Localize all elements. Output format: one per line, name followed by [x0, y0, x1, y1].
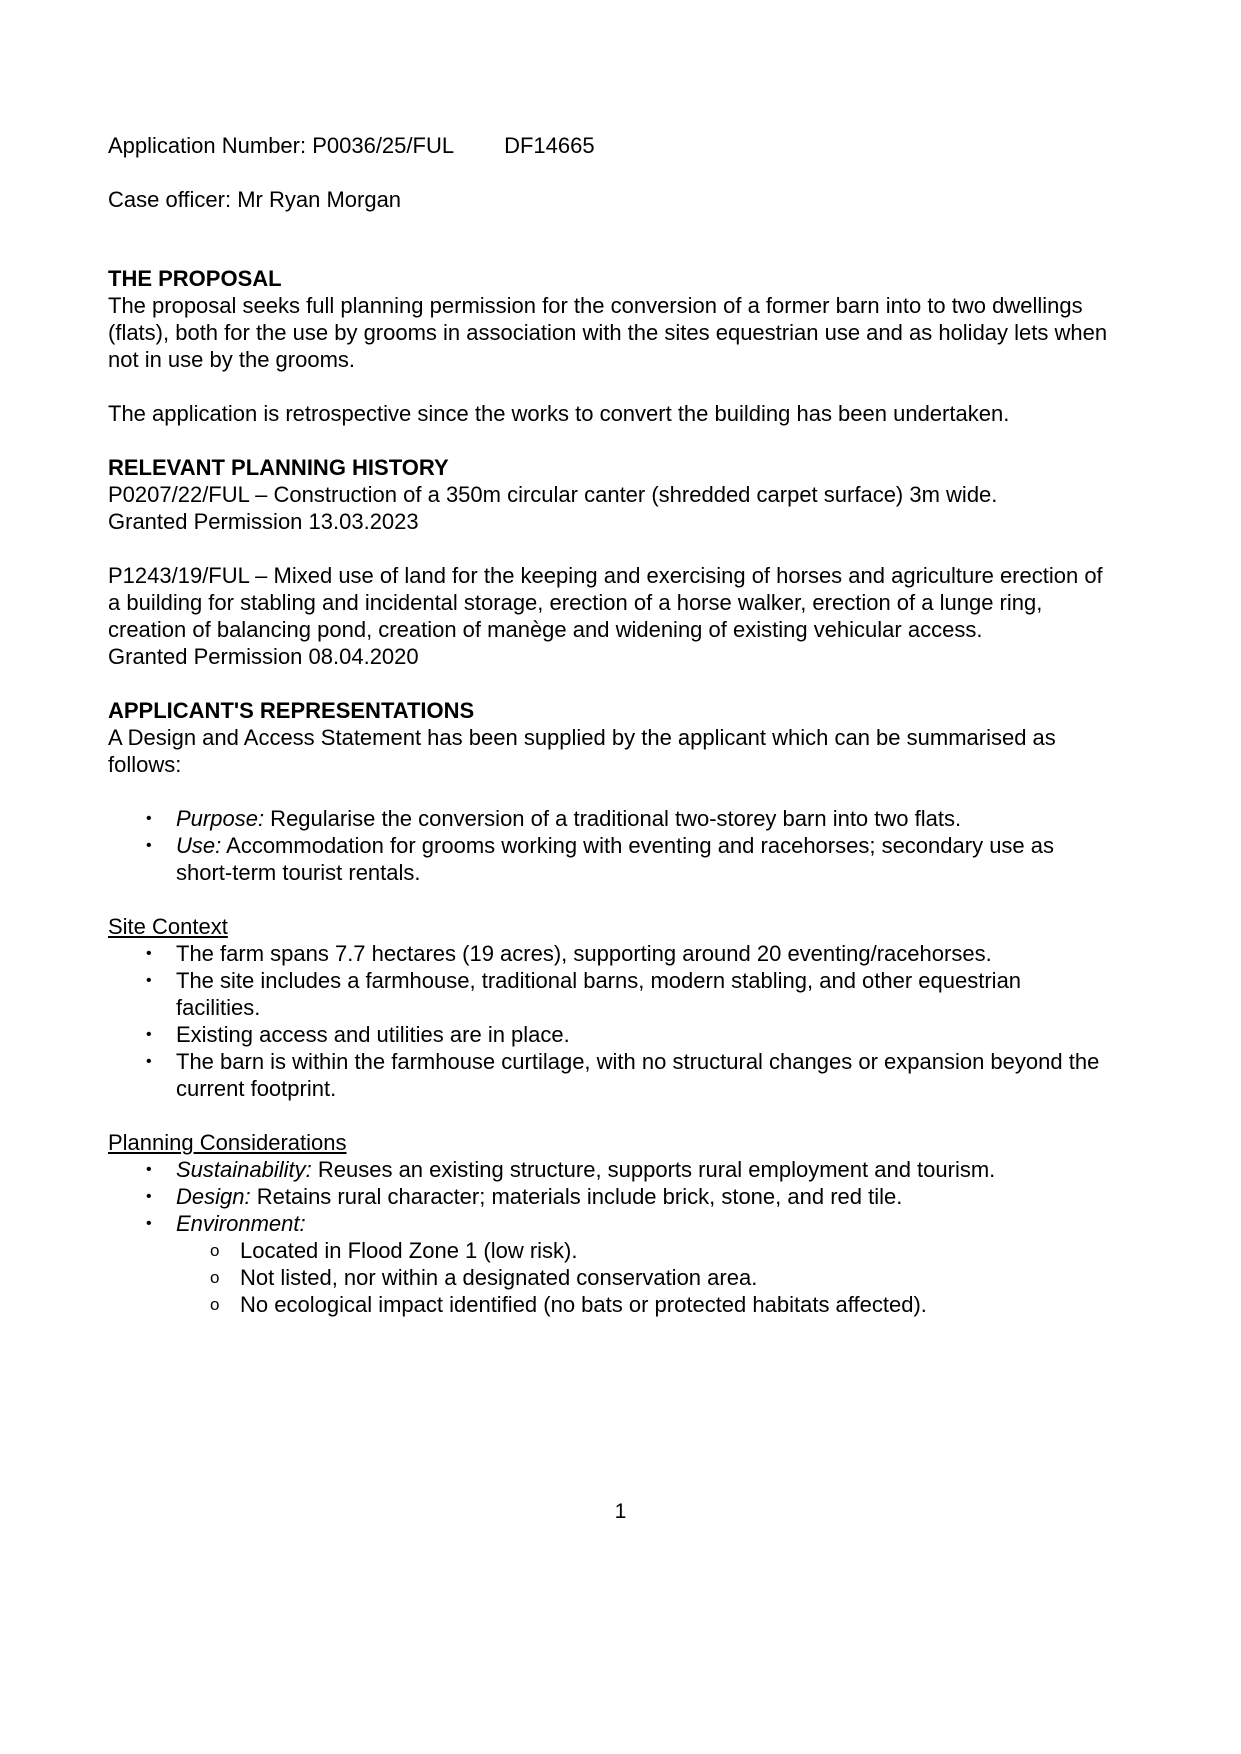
section-heading-representations: APPLICANT'S REPRESENTATIONS [108, 698, 475, 723]
representations-intro: A Design and Access Statement has been supplied by the applicant which can be summarised as follows: [108, 725, 1056, 777]
bullet-lead: Design: [176, 1184, 251, 1209]
bullet-lead: Purpose: [176, 806, 265, 831]
list-item [108, 1048, 1111, 1102]
bullet-text: The site includes a farmhouse, traditional barns, modern stabling, and other equestrian facilities. [176, 968, 1022, 1020]
summary-bullet-list [108, 805, 1111, 886]
history-entry-1-decision: Granted Permission 13.03.2023 [108, 509, 419, 534]
bullet-lead: Use: [176, 833, 222, 858]
bullet-marker: • [146, 1215, 152, 1232]
bullet-marker: • [146, 837, 152, 854]
bullet-text: Regularise the conversion of a traditional two-storey barn into two flats. [264, 806, 962, 831]
bullet-text: Accommodation for grooms working with eventing and racehorses; secondary use as short-term tourist rentals. [176, 833, 1055, 885]
case-officer-line: Case officer: Mr Ryan Morgan [108, 187, 402, 212]
section-heading-planning-history: RELEVANT PLANNING HISTORY [108, 455, 449, 480]
list-item-environment [108, 1210, 1111, 1237]
bullet-text: Reuses an existing structure, supports rural employment and tourism. [311, 1157, 996, 1182]
sub-list-item [108, 1291, 1111, 1318]
sub-bullet-text: Not listed, nor within a designated conservation area. [240, 1265, 758, 1290]
page-number: 1 [614, 1500, 627, 1523]
application-number-line [108, 132, 1111, 159]
history-entry-1-description: P0207/22/FUL – Construction of a 350m circular canter (shredded carpet surface) 3m wide. [108, 482, 998, 507]
bullet-marker: • [146, 945, 152, 962]
history-entry-2-description: P1243/19/FUL – Mixed use of land for the keeping and exercising of horses and agriculture erection of a building for stabling and incidental storage, erection of a horse walker, erection of a lunge ring, creation of balancing pond, creation of manège and widening of existing vehicular access. [108, 563, 1103, 642]
list-item-purpose [108, 805, 1111, 832]
list-item-sustainability [108, 1156, 1111, 1183]
list-item [108, 940, 1111, 967]
bullet-marker: • [146, 1026, 152, 1043]
bullet-text: Retains rural character; materials include brick, stone, and red tile. [250, 1184, 903, 1209]
sub-bullet-text: No ecological impact identified (no bats or protected habitats affected). [240, 1292, 927, 1317]
bullet-text: The farm spans 7.7 hectares (19 acres), supporting around 20 eventing/racehorses. [176, 941, 992, 966]
file-reference: DF14665 [504, 133, 595, 158]
history-entry-2-decision: Granted Permission 08.04.2020 [108, 644, 419, 669]
bullet-marker: • [146, 1161, 152, 1178]
bullet-marker: • [146, 972, 152, 989]
list-item [108, 967, 1111, 1021]
subsection-heading-planning-considerations: Planning Considerations [108, 1130, 347, 1155]
bullet-text: Existing access and utilities are in place. [176, 1022, 570, 1047]
bullet-text: The barn is within the farmhouse curtilage, with no structural changes or expansion beyond the current footprint. [176, 1049, 1100, 1101]
section-heading-proposal: THE PROPOSAL [108, 266, 282, 291]
sub-bullet-marker: o [210, 1268, 220, 1287]
list-item-design [108, 1183, 1111, 1210]
sub-bullet-marker: o [210, 1241, 220, 1260]
bullet-lead: Environment: [176, 1211, 306, 1236]
bullet-lead: Sustainability: [176, 1157, 312, 1182]
site-context-bullet-list [108, 940, 1111, 1102]
sub-bullet-text: Located in Flood Zone 1 (low risk). [240, 1238, 578, 1263]
bullet-marker: • [146, 1188, 152, 1205]
planning-considerations-bullet-list [108, 1156, 1111, 1318]
bullet-marker: • [146, 1053, 152, 1070]
application-number: Application Number: P0036/25/FUL [108, 133, 455, 158]
proposal-paragraph-2: The application is retrospective since the works to convert the building has been undertaken. [108, 401, 1010, 426]
subsection-heading-site-context: Site Context [108, 914, 228, 939]
sub-list-item [108, 1237, 1111, 1264]
list-item-use [108, 832, 1111, 886]
proposal-paragraph-1: The proposal seeks full planning permission for the conversion of a former barn into to two dwellings (flats), both for the use by grooms in association with the sites equestrian use and as holiday lets when not in use by the grooms. [108, 293, 1108, 372]
bullet-marker: • [146, 810, 152, 827]
list-item [108, 1021, 1111, 1048]
sub-list-item [108, 1264, 1111, 1291]
sub-bullet-marker: o [210, 1295, 220, 1314]
